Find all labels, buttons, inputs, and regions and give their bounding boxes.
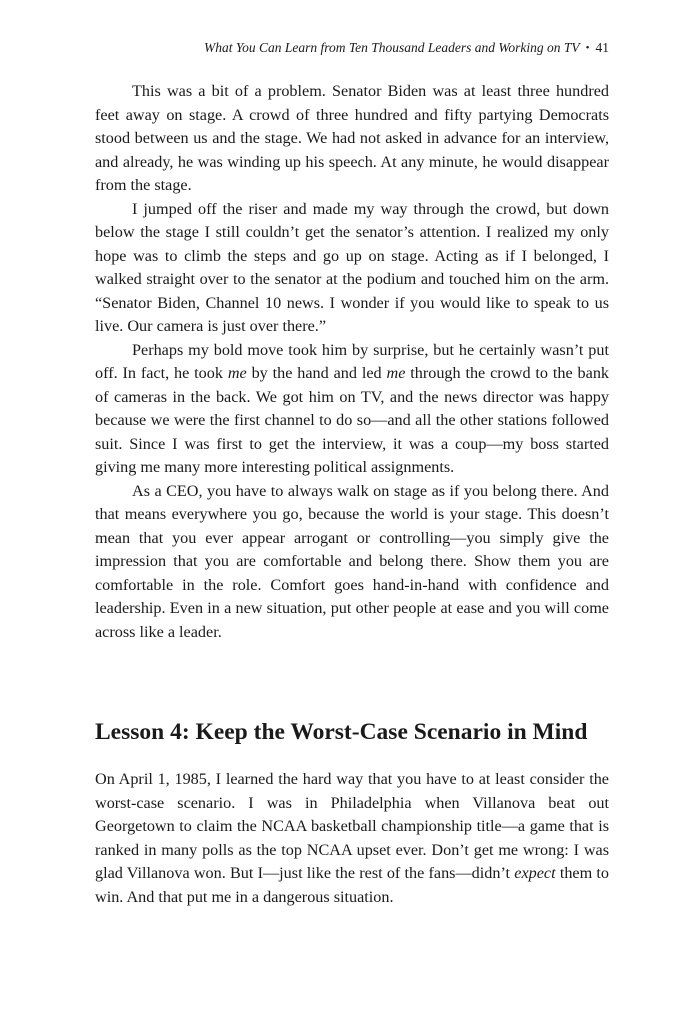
running-head-title: What You Can Learn from Ten Thousand Leaders and Working on TV — [203, 40, 580, 55]
running-head — [204, 40, 609, 56]
text-run: This was a bit of a problem. Senator Biden was at least three hundred feet away on stage. A crowd of three hundred and fifty partying Democrats stood between us and the stage. We had not asked in advance for an interview, and already, he was winding up his speech. At any minute, he would disappear from the stage. — [95, 82, 609, 194]
paragraph — [95, 339, 609, 480]
paragraph — [95, 198, 609, 339]
section-text — [95, 768, 609, 909]
text-run: them to win. And that put me in a dangerous situation. — [95, 864, 609, 906]
text-run: I jumped off the riser and made my way through the crowd, but down below the stage I still couldn’t get the senator’s attention. I realized my only hope was to climb the steps and go up on stage. Acting as if I belonged, I walked straight over to the senator at the podium and touched him on the arm. “Senator Biden, Channel 10 news. I wonder if you would like to speak to us live. Our camera is just over there.” — [95, 199, 609, 335]
bullet-separator: • — [585, 42, 590, 54]
page-number: 41 — [595, 40, 609, 55]
text-run: by the hand and led — [246, 364, 387, 382]
text-run: through the crowd to the bank of cameras in the back. We got him on TV, and the news director was happy because we were the first channel to do so—and all the other stations followed suit. Since I was first to get the interview, it was a coup—my boss started giving me many more interesting political assignments. — [95, 364, 610, 476]
paragraph — [95, 480, 609, 645]
body-text — [95, 80, 609, 644]
text-run: On April 1, 1985, I learned the hard way that you have to at least consider the worst-case scenario. I was in Philadelphia when Villanova beat out Georgetown to claim the NCAA basketball championship title—a game that is ranked in many polls as the top NCAA upset ever. Don’t get me wrong: I was glad Villanova won. But I—just like the rest of the fans—didn’t — [95, 770, 609, 882]
emphasis: me — [386, 364, 406, 382]
section-heading: Lesson 4: Keep the Worst-Case Scenario in Mind — [95, 719, 588, 745]
paragraph — [95, 80, 609, 198]
text-run: As a CEO, you have to always walk on stage as if you belong there. And that means everywhere you go, because the world is your stage. This doesn’t mean that you ever appear arrogant or controlling—you simply give the impression that you are comfortable and belong there. Show them you are comfortable in the role. Comfort goes hand-in-hand with confidence and leadership. Even in a new situation, put other people at ease and you will come across like a leader. — [95, 481, 609, 641]
paragraph — [95, 768, 609, 909]
emphasis: expect — [514, 864, 556, 882]
text-run: Perhaps my bold move took him by surprise, but he certainly wasn’t put off. In fact, he took — [95, 340, 609, 382]
emphasis: me — [227, 364, 247, 382]
